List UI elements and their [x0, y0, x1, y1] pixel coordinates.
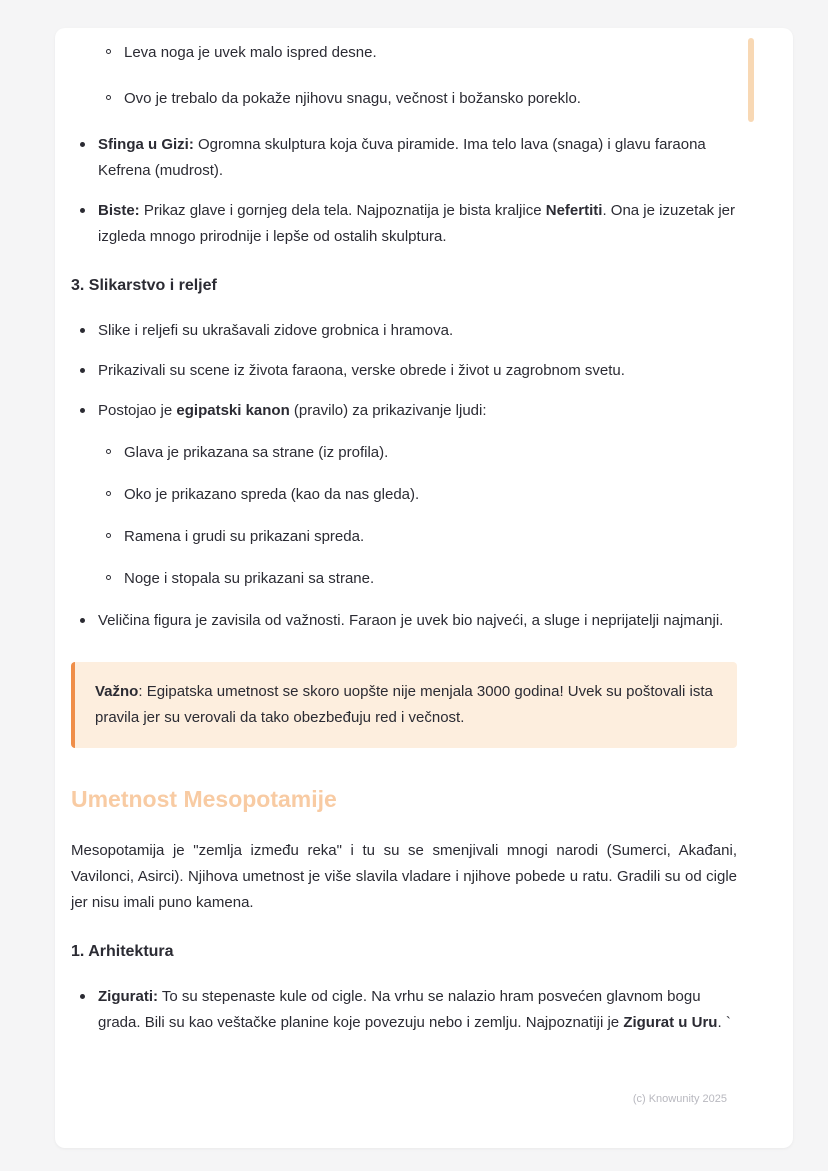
bold-run: Sfinga u Gizi:: [98, 136, 194, 153]
list-item-text: [98, 198, 737, 250]
disc-bullet-icon: [80, 408, 85, 413]
important-callout: [71, 662, 737, 748]
text-run: Leva noga je uvek malo ispred desne.: [124, 44, 377, 61]
text-run: (pravilo) za prikazivanje ljudi:: [289, 402, 487, 419]
list-item: [97, 524, 737, 550]
section-heading-mesopotamia: Umetnost Mesopotamije: [71, 786, 337, 812]
list-item: [97, 440, 737, 466]
text-run: Veličina figura je zavisila od važnosti. Faraon je uvek bio najveći, a sluge i neprijatelji najmanji.: [98, 612, 724, 629]
copyright-footer: (c) Knowunity 2025: [632, 1093, 727, 1105]
bold-run: Nefertiti: [545, 202, 603, 219]
list-item: [97, 482, 737, 508]
circle-bullet-icon: [106, 575, 111, 580]
callout-bold-run: Važno: [95, 683, 139, 700]
text-run: Slike i reljefi su ukrašavali zidove grobnica i hramova.: [98, 322, 454, 339]
document-content: [71, 40, 737, 1132]
text-run: Ogromna skulptura koja čuva piramide. Ima telo lava (snaga) i glavu faraona Kefrena (mudrost).: [98, 136, 706, 179]
list-item: [71, 984, 737, 1036]
text-run: Prikaz glave i gornjeg dela tela. Najpoznatija je bista kraljice: [139, 202, 546, 219]
disc-bullet-icon: [80, 208, 85, 213]
paragraph-mesopotamia: Mesopotamija je "zemlja između reka" i tu su se smenjivali mnogi narodi (Sumerci, Akađani, Vavilonci, Asirci). Njihova umetnost je više slavila vladare i njihove pobede u ratu. Gradili su od cigle jer nisu imali puno kamena.: [71, 842, 737, 911]
disc-bullet-icon: [80, 368, 85, 373]
text-run: Prikazivali su scene iz života faraona, verske obrede i život u zagrobnom svetu.: [98, 362, 625, 379]
list-item: [71, 318, 737, 344]
scrollbar-thumb[interactable]: [748, 38, 754, 122]
list-item: [71, 358, 737, 384]
circle-bullet-icon: [106, 49, 111, 54]
bold-run: Zigurati:: [98, 988, 158, 1005]
text-run: Glava je prikazana sa strane (iz profila).: [124, 444, 389, 461]
circle-bullet-icon: [106, 95, 111, 100]
disc-bullet-icon: [80, 142, 85, 147]
text-run: To su stepenaste kule od cigle. Na vrhu se nalazio hram posvećen glavnom bogu grada. Bili su kao veštačke planine koje povezuju nebo i zemlju. Najpoznatiji je: [98, 988, 701, 1031]
section-heading-slikarstvo: 3. Slikarstvo i reljef: [71, 277, 217, 294]
text-run: Noge i stopala su prikazani sa strane.: [124, 570, 375, 587]
disc-bullet-icon: [80, 994, 85, 999]
document-page: [55, 28, 793, 1148]
text-run: : Egipatska umetnost se skoro uopšte nije menjala 3000 godina! Uvek su poštovali ista pravila jer su verovali da tako obezbeđuju red i večnost.: [95, 683, 713, 726]
bold-run: Zigurat u Uru: [623, 1014, 718, 1031]
circle-bullet-icon: [106, 491, 111, 496]
list-item: [71, 608, 737, 634]
text-run: . `: [717, 1014, 731, 1031]
list-sculpture: [71, 132, 737, 250]
callout-text: [95, 679, 717, 731]
disc-bullet-icon: [80, 328, 85, 333]
list-item-text: [124, 524, 737, 550]
list-item-text: [124, 566, 737, 592]
text-run: . Ona je izuzetak jer izgleda mnogo prirodnije i lepše od ostalih skulptura.: [98, 202, 735, 245]
text-run: Ramena i grudi su prikazani spreda.: [124, 528, 365, 545]
list-item-text: [124, 86, 737, 112]
list-item: [97, 86, 737, 112]
list-item: [71, 132, 737, 184]
bold-run: egipatski kanon: [176, 402, 290, 419]
section-heading-architecture: 1. Arhitektura: [71, 943, 174, 960]
list-item-text: [98, 984, 737, 1036]
bold-run: Biste:: [98, 202, 140, 219]
text-run: Oko je prikazano spreda (kao da nas gleda).: [124, 486, 420, 503]
list-item-text: [98, 398, 737, 424]
list-item-text: [98, 608, 737, 634]
list-item-text: [124, 40, 737, 66]
text-run: Ovo je trebalo da pokaže njihovu snagu, večnost i božansko poreklo.: [124, 90, 581, 107]
list-item-text: [98, 318, 737, 344]
list-item-text: [98, 132, 737, 184]
list-architecture: [71, 984, 737, 1036]
text-run: Postojao je: [98, 402, 177, 419]
disc-bullet-icon: [80, 618, 85, 623]
circle-bullet-icon: [106, 533, 111, 538]
list-item-text: [124, 440, 737, 466]
list-item: [97, 40, 737, 66]
list-painting-cont: [71, 608, 737, 634]
list-item: [97, 566, 737, 592]
list-item: [71, 398, 737, 424]
list-painting: [71, 318, 737, 424]
sublist-posture: [97, 40, 737, 112]
circle-bullet-icon: [106, 449, 111, 454]
list-item: [71, 198, 737, 250]
sublist-canon: [97, 440, 737, 592]
list-item-text: [124, 482, 737, 508]
list-item-text: [98, 358, 737, 384]
